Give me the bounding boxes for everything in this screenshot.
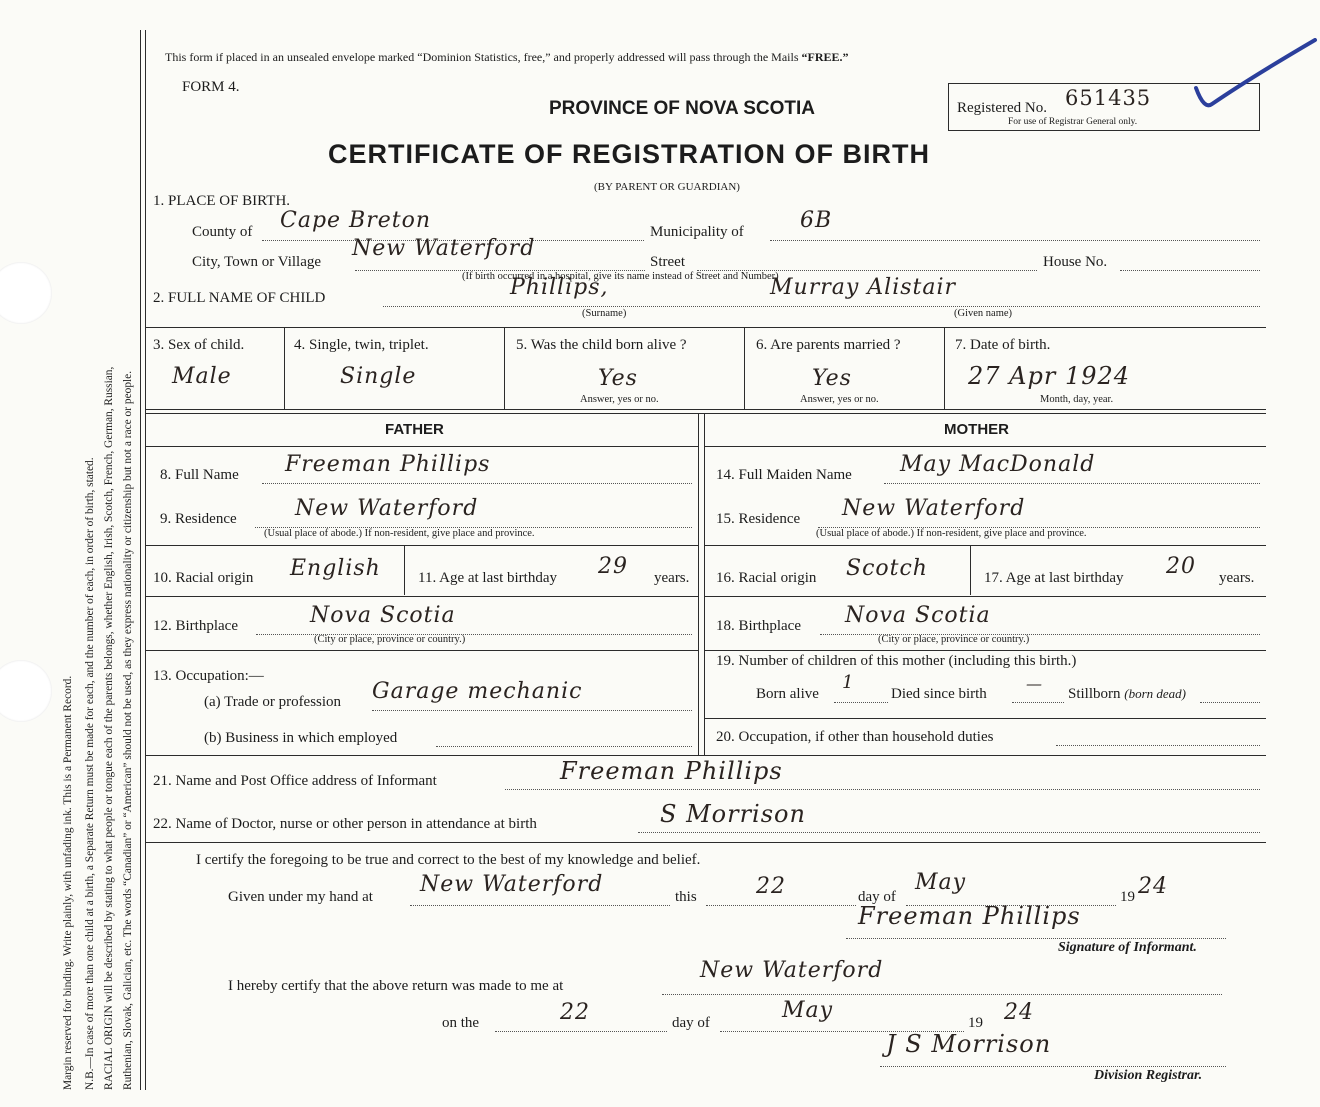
registrar-month-value: May <box>782 998 834 1023</box>
certificate-title: CERTIFICATE OF REGISTRATION OF BIRTH <box>328 139 930 169</box>
given-under-hand-label: Given under my hand at <box>228 889 373 905</box>
registered-label: Registered No. <box>957 100 1047 116</box>
married-value: Yes <box>812 366 852 391</box>
parents-top <box>146 413 1266 414</box>
certify-day-value: 22 <box>756 874 786 899</box>
house-label: House No. <box>1043 254 1108 270</box>
certify-year-prefix: 19 <box>1120 889 1135 905</box>
trade-line <box>372 710 692 711</box>
certify-statement: I certify the foregoing to be true and correct to the best of my knowledge and belief. <box>196 852 701 868</box>
father-name-label: 8. Full Name <box>160 467 239 483</box>
margin-note-racial-2: Ruthenian, Slovak, Galician, etc. The words “Canadian” or “American” should not be used, as they express nationality or citizenship but not a race or people. <box>122 370 134 1090</box>
street-label: Street <box>650 254 685 270</box>
col-divider-4 <box>504 327 505 409</box>
city-label: City, Town or Village <box>192 254 322 270</box>
trade-value: Garage mechanic <box>372 679 583 704</box>
died-since-birth-value: — <box>1026 674 1043 693</box>
father-heading: FATHER <box>385 421 444 438</box>
margin-note-nb: N.B.—In case of more than one child at a birth, a Separate Return must be made for each, and the number of each, in order of birth, stated. <box>84 457 96 1090</box>
row-divider-1 <box>146 327 1266 328</box>
registrar-day-value: 22 <box>560 1000 590 1025</box>
mother-heading-rule <box>704 446 1266 447</box>
father-age-label: 11. Age at last birthday <box>418 570 557 586</box>
informant-signature: Freeman Phillips <box>858 902 1081 930</box>
born-alive-count-label: Born alive <box>756 686 819 702</box>
mother-racial-value: Scotch <box>846 556 928 581</box>
child-surname: Phillips, <box>510 275 609 300</box>
county-value: Cape Breton <box>280 208 432 233</box>
hospital-note: (If birth occurred in a hospital, give its name instead of Street and Number) <box>462 271 779 282</box>
married-label: 6. Are parents married ? <box>756 337 901 353</box>
mother-birthplace-value: Nova Scotia <box>845 603 991 628</box>
informant-line <box>505 789 1260 790</box>
on-the-label: on the <box>442 1015 480 1031</box>
sex-value: Male <box>172 364 232 389</box>
place-of-birth-label: 1. PLACE OF BIRTH. <box>153 193 291 209</box>
doctor-label: 22. Name of Doctor, nurse or other person in attendance at birth <box>153 816 537 832</box>
business-line <box>436 746 692 747</box>
left-border <box>140 30 141 1090</box>
mother-residence-label: 15. Residence <box>716 511 801 527</box>
municipality-label: Municipality of <box>650 224 744 240</box>
father-rule-3 <box>146 650 698 651</box>
plurality-value: Single <box>340 364 417 389</box>
father-birthplace-value: Nova Scotia <box>310 603 456 628</box>
given-place-line <box>410 905 670 906</box>
mother-residence-value: New Waterford <box>842 496 1026 521</box>
born-alive-value: Yes <box>598 366 638 391</box>
father-racial-label: 10. Racial origin <box>153 570 254 586</box>
mother-racial-split <box>970 545 971 595</box>
child-name-line <box>383 306 1260 307</box>
mother-occupation-label: 20. Occupation, if other than household duties <box>716 729 994 745</box>
mother-racial-label: 16. Racial origin <box>716 570 817 586</box>
informant-value: Freeman Phillips <box>560 757 783 785</box>
house-line <box>1120 270 1260 271</box>
registrar-place-line <box>662 994 1222 995</box>
born-alive-caption: Answer, yes or no. <box>580 394 659 405</box>
certify-year-value: 24 <box>1138 874 1168 899</box>
doctor-value: S Morrison <box>660 800 806 828</box>
margin-note-binding: Margin reserved for binding. Write plainly, with unfading ink. This is a Permanent Record. <box>62 675 74 1090</box>
father-years: years. <box>654 570 690 586</box>
born-alive-count-value: 1 <box>842 672 855 693</box>
registrar-day-of-label: day of <box>672 1015 710 1031</box>
father-birthplace-label: 12. Birthplace <box>153 618 238 634</box>
mother-residence-caption: (Usual place of abode.) If non-resident, give place and province. <box>816 528 1087 539</box>
registrar-place-value: New Waterford <box>700 958 884 983</box>
stillborn-line <box>1200 702 1260 703</box>
mother-birthplace-caption: (City or place, province or country.) <box>878 634 1030 645</box>
punch-hole-top <box>0 262 52 324</box>
mail-notice <box>165 50 849 65</box>
business-label: (b) Business in which employed <box>204 730 398 746</box>
registrar-day-line <box>495 1031 667 1032</box>
certify-day-line <box>706 905 856 906</box>
registrar-statement: I hereby certify that the above return was made to me at <box>228 978 564 994</box>
died-since-birth-label: Died since birth <box>891 686 987 702</box>
certificate-subtitle: (BY PARENT OR GUARDIAN) <box>594 181 740 193</box>
registrar-year-prefix: 19 <box>968 1015 983 1031</box>
stillborn-label <box>1068 686 1186 703</box>
registrar-signature-caption: Division Registrar. <box>1094 1068 1203 1083</box>
born-alive-label: 5. Was the child born alive ? <box>516 337 687 353</box>
certify-month-value: May <box>915 870 967 895</box>
mother-rule-4 <box>704 718 1266 719</box>
married-caption: Answer, yes or no. <box>800 394 879 405</box>
doctor-line <box>638 832 1260 833</box>
registrar-note: For use of Registrar General only. <box>1008 117 1138 127</box>
father-rule-2 <box>146 596 698 597</box>
parents-split-right <box>704 413 705 755</box>
city-value: New Waterford <box>352 236 536 261</box>
mother-heading: MOTHER <box>944 421 1009 438</box>
mother-years: years. <box>1219 570 1255 586</box>
certify-top-rule <box>146 842 1266 843</box>
plurality-label: 4. Single, twin, triplet. <box>294 337 429 353</box>
given-place-value: New Waterford <box>420 872 604 897</box>
municipality-value: 6B <box>800 208 833 233</box>
mail-notice-text: This form if placed in an unsealed envelope marked “Dominion Statistics, free,” and properly addressed will pass through the Mails <box>165 50 799 64</box>
margin-note-racial: RACIAL ORIGIN will be described by stating to what people or tongue each of the parents belongs, whether English, Irish, Scotch, French, German, Russian, <box>103 366 115 1090</box>
surname-caption: (Surname) <box>582 308 627 319</box>
born-alive-count-line <box>834 702 888 703</box>
father-birthplace-caption: (City or place, province or country.) <box>314 634 466 645</box>
row-divider-2 <box>146 409 1266 410</box>
left-border-inner <box>145 30 146 1090</box>
father-residence-value: New Waterford <box>295 496 479 521</box>
father-racial-value: English <box>290 556 381 581</box>
father-residence-caption: (Usual place of abode.) If non-resident, give place and province. <box>264 528 535 539</box>
punch-hole-bottom <box>0 660 52 722</box>
mother-rule-1 <box>704 545 1266 546</box>
trade-label: (a) Trade or profession <box>204 694 342 710</box>
informant-signature-caption: Signature of Informant. <box>1058 940 1197 955</box>
certify-day-of-label: day of <box>858 889 896 905</box>
mother-rule-2 <box>704 596 1266 597</box>
died-since-birth-line <box>1012 702 1064 703</box>
informant-top-rule <box>146 755 1266 756</box>
father-residence-label: 9. Residence <box>160 511 237 527</box>
check-mark-icon <box>1190 38 1320 118</box>
parents-split-left <box>698 413 699 755</box>
registered-number: 651435 <box>1065 86 1152 110</box>
municipality-line <box>770 240 1260 241</box>
mother-age-value: 20 <box>1166 554 1196 579</box>
col-divider-6 <box>944 327 945 409</box>
father-name-value: Freeman Phillips <box>285 452 491 477</box>
informant-label: 21. Name and Post Office address of Informant <box>153 773 437 789</box>
stillborn-text: Stillborn <box>1068 686 1121 702</box>
mother-name-line <box>884 483 1260 484</box>
mother-name-value: May MacDonald <box>900 452 1096 477</box>
mail-notice-free: “FREE.” <box>801 50 849 64</box>
sex-label: 3. Sex of child. <box>153 337 245 353</box>
stillborn-note: (born dead) <box>1124 686 1187 701</box>
col-divider-5 <box>744 327 745 409</box>
father-rule-1 <box>146 545 698 546</box>
father-age-value: 29 <box>598 554 628 579</box>
given-caption: (Given name) <box>954 308 1013 319</box>
province-heading: PROVINCE OF NOVA SCOTIA <box>549 98 816 119</box>
registrar-year-value: 24 <box>1004 1000 1034 1025</box>
father-name-line <box>262 483 692 484</box>
dob-caption: Month, day, year. <box>1040 394 1114 405</box>
child-name-label: 2. FULL NAME OF CHILD <box>153 290 326 306</box>
registrar-signature: J S Morrison <box>886 1030 1052 1058</box>
col-divider-3 <box>284 327 285 409</box>
registrar-signature-line <box>880 1066 1226 1067</box>
father-racial-split <box>404 545 405 595</box>
this-label: this <box>675 889 697 905</box>
mother-occupation-line <box>1056 745 1260 746</box>
father-heading-rule <box>146 446 698 447</box>
child-given-name: Murray Alistair <box>770 275 957 300</box>
dob-value: 27 Apr 1924 <box>968 362 1131 390</box>
informant-signature-line <box>846 938 1226 939</box>
children-count-label: 19. Number of children of this mother (including this birth.) <box>716 653 1077 669</box>
form-number: FORM 4. <box>182 79 240 95</box>
mother-birthplace-label: 18. Birthplace <box>716 618 801 634</box>
occupation-label: 13. Occupation:— <box>153 668 264 684</box>
mother-name-label: 14. Full Maiden Name <box>716 467 852 483</box>
mother-rule-3 <box>704 650 1266 651</box>
mother-age-label: 17. Age at last birthday <box>984 570 1124 586</box>
dob-label: 7. Date of birth. <box>955 337 1051 353</box>
county-label: County of <box>192 224 253 240</box>
